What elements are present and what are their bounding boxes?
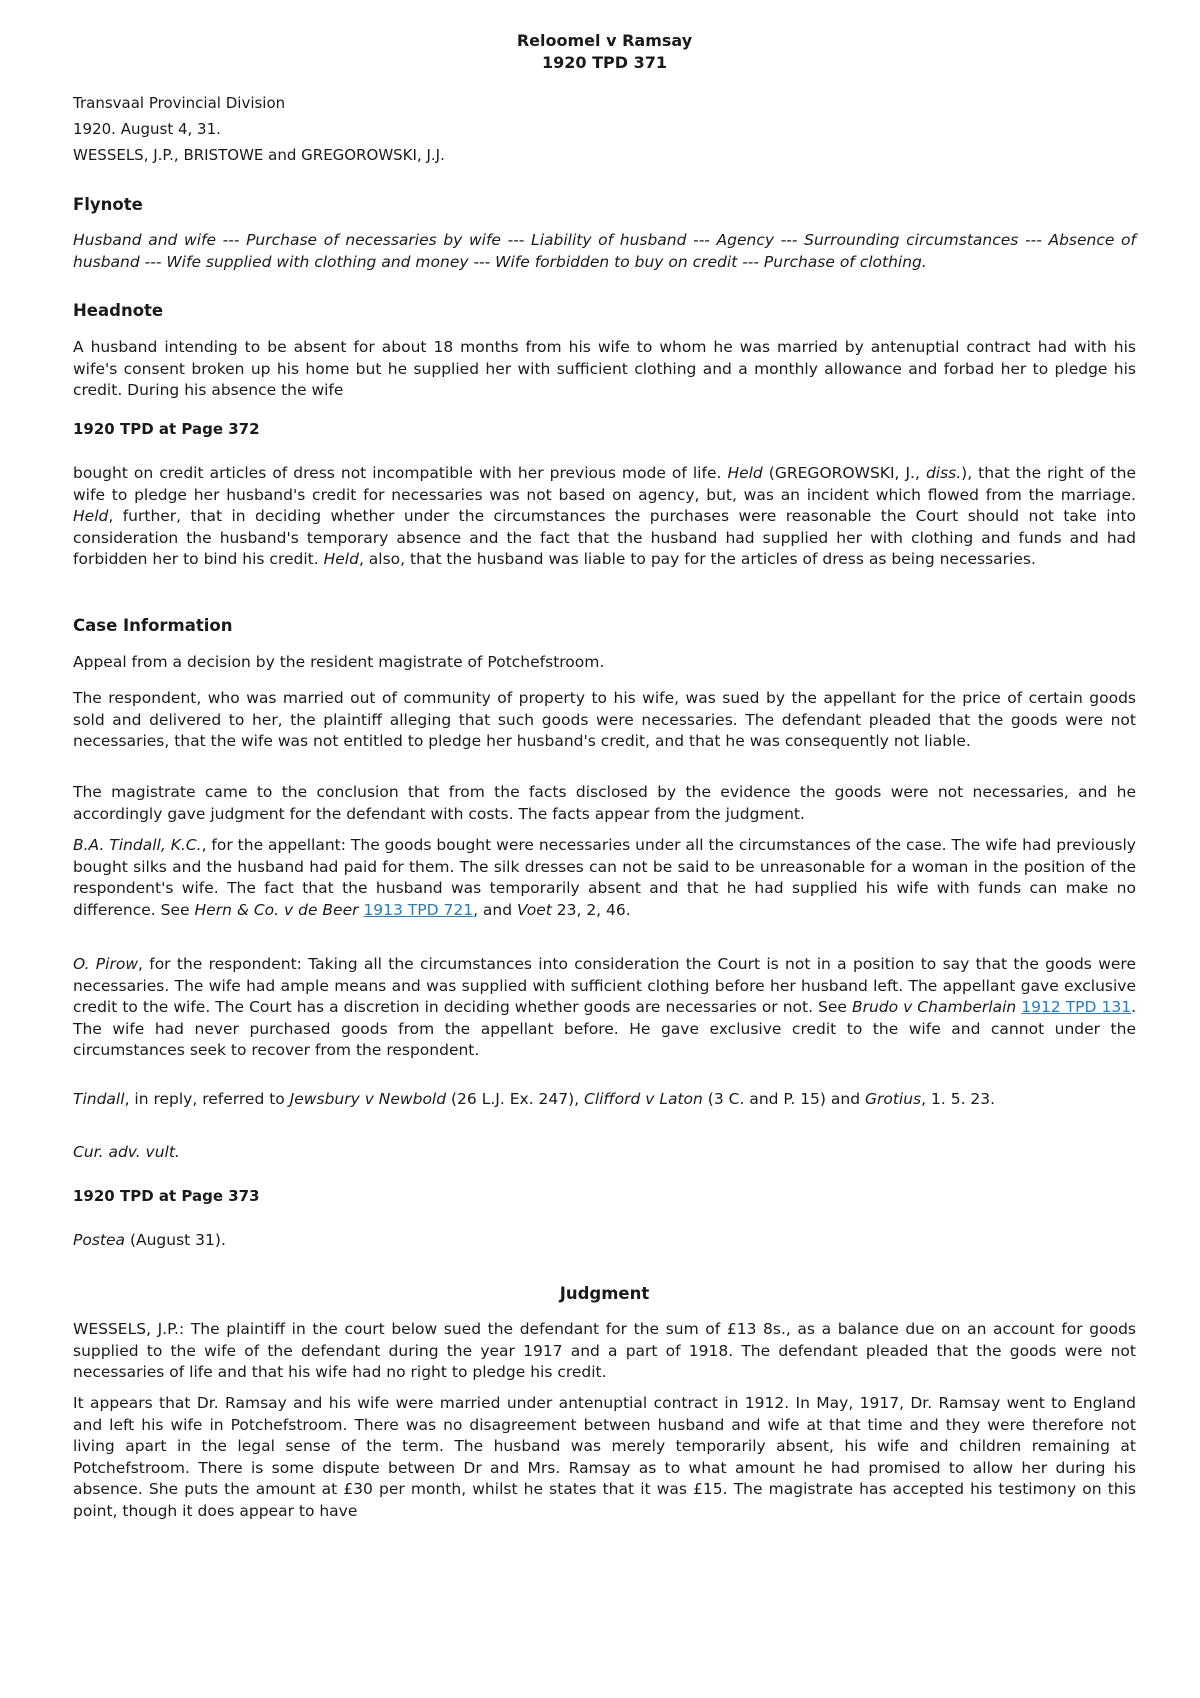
case-information-heading: Case Information [73,616,233,635]
text-run: (26 L.J. Ex. 247), [446,1090,584,1108]
page-marker-372: 1920 TPD at Page 372 [73,420,260,438]
authority-italic: Grotius [864,1090,922,1108]
flynote-italic: Husband and wife --- Purchase of necessaries by wife --- Liability of husband --- Agency --- Surrounding circumstances --- Absence of husband --- Wife supplied with clothing and money --- Wife forbidden to buy on credit --- Purchase of clothing. [73,231,1136,271]
text-run: , for the appellant: The goods bought were necessaries under all the circumstances of the case. The wife had previously bought silks and the husband had paid for them. The silk dresses can not be said to be unreasonable for a woman in the position of the respondent's wife. The fact that the husband was temporarily absent and that he had supplied his wife with funds can make no difference. See [73,836,1136,919]
text-run: , for the respondent: Taking all the circumstances into consideration the Court is not in a position to say that the goods were necessaries. The wife had ample means and was supplied with sufficient clothing before her husband left. The appellant gave exclusive credit to the wife. The Court has a discretion in deciding whether goods are necessaries or not. See [73,955,1136,1017]
text-run: ), that the right of the wife to pledge her husband's credit for necessaries was not based on agency, but, was an incident which flowed from the marriage. [73,464,1136,504]
case-info-paragraph-1: Appeal from a decision by the resident magistrate of Potchefstroom. [73,653,605,671]
case-info-paragraph-2: The respondent, who was married out of community of property to his wife, was sued by the appellant for the price of certain goods sold and delivered to her, the plaintiff alleging that such goods were necessaries. The defendant pleaded that the goods were not necessaries, that the wife was not entitled to pledge her husband's credit, and that he was consequently not liable. [73,689,1136,751]
headnote-paragraph-1: A husband intending to be absent for about 18 months from his wife to whom he was married by antenuptial contract had with his wife's consent broken up his home but he supplied her with sufficient clothing and a monthly allowance and forbad her to pledge his credit. During his absence the wife [73,338,1136,400]
reply-paragraph [73,1089,1136,1111]
case-name-italic: Hern & Co. v de Beer [194,900,359,919]
counsel-name: B.A. Tindall, K.C. [73,836,202,854]
italic-held: Held [323,550,359,569]
case-info-paragraph-3: The magistrate came to the conclusion that from the facts disclosed by the evidence the goods were not necessaries, and he accordingly gave judgment for the defendant with costs. The facts appear from the judgment. [73,783,1136,823]
citation-link-1913[interactable]: 1913 TPD 721 [363,900,474,919]
case-citation: 1920 TPD 371 [542,53,667,72]
text-run: . The wife had never purchased goods from the appellant before. He gave exclusive credit to the wife and cannot under the circumstances seek to recover from the respondent. [73,998,1136,1060]
text-run: , in reply, referred to [124,1090,290,1108]
court-name: Transvaal Provincial Division [73,94,286,112]
text-run: (August 31). [125,1231,226,1249]
text-run: , further, that in deciding whether under the circumstances the purchases were reasonable the Court should not take into consideration the husband's temporary absence and the fact that the husband had supplied her with clothing and funds and had forbidden her to bind his credit. [73,507,1136,569]
text-run: bought on credit articles of dress not incompatible with her previous mode of life. [73,464,728,482]
authority-italic: Voet [517,900,552,919]
judges: WESSELS, J.P., BRISTOWE and GREGOROWSKI, J.J. [73,146,445,164]
counsel-name: Tindall [73,1090,125,1108]
headnote-paragraph-2 [73,463,1136,571]
judgment-paragraph-1: WESSELS, J.P.: The plaintiff in the court below sued the defendant for the sum of £13 8s., as a balance due on an account for goods supplied to the wife of the defendant during the year 1917 and a part of 1918. The defendant pleaded that the goods were not necessaries of life and that his wife had no right to pledge his credit. [73,1320,1136,1382]
text-run: , and [473,900,518,919]
postea-paragraph [73,1230,1136,1252]
citation-link-1912[interactable]: 1912 TPD 131 [1021,998,1132,1017]
case-name-italic: Clifford v Laton [584,1090,703,1108]
counsel-name: O. Pirow [73,955,138,973]
headnote-heading: Headnote [73,301,164,320]
case-title [73,30,1136,74]
cur-adv-vult [73,1142,1136,1164]
case-name-italic: Jewsbury v Newbold [289,1090,447,1108]
case-name: Reloomel v Ramsay [516,31,693,50]
hearing-date: 1920. August 4, 31. [73,120,221,138]
respondent-argument [73,954,1136,1062]
text-run: , 1. 5. 23. [921,1090,996,1108]
flynote-heading: Flynote [73,195,143,214]
italic-text: Postea [73,1231,126,1249]
italic-held: Held [73,507,109,526]
judgment-paragraph-2: It appears that Dr. Ramsay and his wife were married under antenuptial contract in 1912. In May, 1917, Dr. Ramsay went to England and left his wife in Potchefstroom. There was no disagreement between husband and wife at that time and they were therefore not living apart in the legal sense of the term. The husband was merely temporarily absent, his wife and children remaining at Potchefstroom. There is some dispute between Dr and Mrs. Ramsay as to what amount he had promised to allow her during his absence. She puts the amount at £30 per month, whilst he states that it was £15. The magistrate has accepted his testimony on this point, though it does appear to have [73,1394,1136,1520]
italic-text: Cur. adv. vult. [73,1143,180,1161]
case-name-italic: Brudo v Chamberlain [851,998,1017,1017]
italic-held: Held [727,464,763,482]
italic-diss: diss. [925,464,962,482]
flynote-text [73,230,1136,273]
text-run: (3 C. and P. 15) and [702,1090,865,1108]
text-run: , also, that the husband was liable to pay for the articles of dress as being necessaries. [358,550,1036,569]
page-marker-373: 1920 TPD at Page 373 [73,1187,260,1205]
text-run: 23, 2, 46. [551,900,631,919]
appellant-argument [73,835,1136,921]
text-run: (GREGOROWSKI, J., [762,464,926,482]
judgment-heading: Judgment [559,1284,650,1303]
